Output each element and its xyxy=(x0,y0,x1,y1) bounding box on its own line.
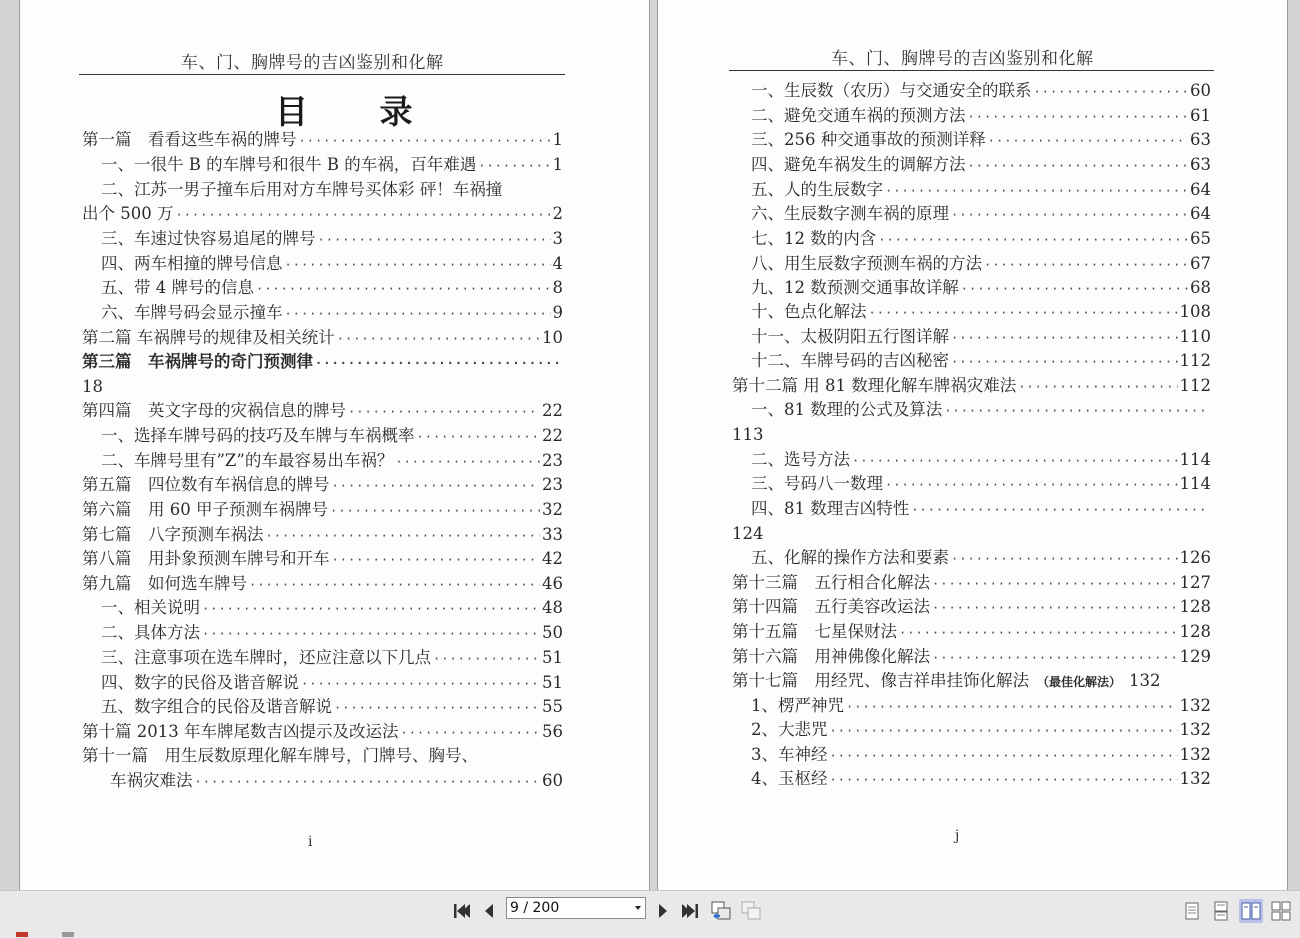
facing-view-button[interactable] xyxy=(1239,899,1263,923)
toc-entry[interactable]: 第三篇 车祸牌号的奇门预测律 ····· xyxy=(82,350,563,374)
toc-entry[interactable]: 九、12 数预测交通事故详解 ····· 68 xyxy=(751,276,1211,300)
toc-entry[interactable]: 第十篇 2013 年车牌尾数吉凶提示及改运法 ····· 56 xyxy=(82,720,563,744)
toc-entry[interactable]: 第十六篇 用神佛像化解法 ····· 129 xyxy=(732,645,1211,669)
viewer-toolbar xyxy=(0,890,1300,938)
single-page-view-button[interactable] xyxy=(1180,899,1204,923)
taskbar-app-icon[interactable] xyxy=(16,932,28,937)
toc-entry[interactable]: 第十五篇 七星保财法 ····· 128 xyxy=(732,620,1211,644)
toc-entry-page: 113 xyxy=(732,425,764,444)
first-page-button[interactable] xyxy=(449,899,473,923)
facing-continuous-view-icon xyxy=(1270,901,1292,921)
toc-entry[interactable]: 六、生辰数字测车祸的原理 ····· 64 xyxy=(751,202,1211,226)
document-page-right xyxy=(657,0,1288,890)
last-page-icon xyxy=(681,901,701,921)
toc-entry[interactable]: 1、楞严神咒 ····· 132 xyxy=(751,694,1211,718)
toc-entry[interactable]: 十一、太极阴阳五行图详解 ····· 110 xyxy=(751,325,1211,349)
toc-entry[interactable]: 第八篇 用卦象预测车牌号和开车 ····· 42 xyxy=(82,547,563,571)
page-number: j xyxy=(955,828,960,844)
prev-page-icon xyxy=(479,901,499,921)
page-number-select[interactable] xyxy=(506,897,646,919)
prev-page-button[interactable] xyxy=(477,899,501,923)
continuous-view-icon xyxy=(1212,901,1230,921)
toc-entry[interactable]: 第九篇 如何选车牌号 ····· 46 xyxy=(82,572,563,596)
last-page-button[interactable] xyxy=(679,899,703,923)
toc-entry[interactable]: 第十二篇 用 81 数理化解车牌祸灾难法 ····· 112 xyxy=(732,374,1211,398)
toc-entry-page: 18 xyxy=(82,377,103,396)
toc-entry[interactable]: 一、一很牛 B 的车牌号和很牛 B 的车祸，百年难遇 ····· 1 xyxy=(101,153,563,177)
next-page-icon xyxy=(653,901,673,921)
toc-entry[interactable]: 第十四篇 五行美容改运法 ····· 128 xyxy=(732,595,1211,619)
toc-entry[interactable]: 八、用生辰数字预测车祸的方法 ····· 67 xyxy=(751,252,1211,276)
toc-entry-line[interactable]: 第十一篇 用生辰数原理化解车牌号，门牌号、胸号、 xyxy=(82,746,478,765)
facing-continuous-view-button[interactable] xyxy=(1269,899,1293,923)
toc-entry[interactable]: 五、带 4 牌号的信息 ····· 8 xyxy=(101,276,563,300)
toc-entry[interactable]: 第五篇 四位数有车祸信息的牌号 ····· 23 xyxy=(82,473,563,497)
toc-entry[interactable]: 4、玉枢经 ····· 132 xyxy=(751,767,1211,791)
toc-entry[interactable]: 十、色点化解法 ····· 108 xyxy=(751,300,1211,324)
toc-entry[interactable]: 七、12 数的内含 ····· 65 xyxy=(751,227,1211,251)
toc-entry-line[interactable]: 二、江苏一男子撞车后用对方车牌号买体彩 砰！车祸撞 xyxy=(101,180,503,199)
toc-entry[interactable]: 二、避免交通车祸的预测方法 ····· 61 xyxy=(751,104,1211,128)
toc-entry[interactable]: 第六篇 用 60 甲子预测车祸牌号 ····· 32 xyxy=(82,498,563,522)
toc-entry[interactable]: 四、避免车祸发生的调解方法 ····· 63 xyxy=(751,153,1211,177)
toc-entry[interactable]: 车祸灾难法 ····· 60 xyxy=(110,769,563,793)
toc-entry[interactable]: 2、大悲咒 ····· 132 xyxy=(751,718,1211,742)
toc-entry[interactable]: 六、车牌号码会显示撞车 ····· 9 xyxy=(101,301,563,325)
toc-entry[interactable]: 二、具体方法 ····· 50 xyxy=(101,621,563,645)
toc-entry[interactable]: 一、81 数理的公式及算法 ····· xyxy=(751,398,1211,422)
document-page-left xyxy=(19,0,650,890)
toc-entry[interactable]: 第十七篇 用经咒、像吉祥串挂饰化解法 （最佳化解法） 132 xyxy=(732,671,1161,690)
toc-entry[interactable]: 十二、车牌号码的吉凶秘密 ····· 112 xyxy=(751,349,1211,373)
toc-entry[interactable]: 第一篇 看看这些车祸的牌号 ····· 1 xyxy=(82,128,563,152)
header-rule xyxy=(79,74,565,75)
toc-entry[interactable]: 第四篇 英文字母的灾祸信息的牌号 ····· 22 xyxy=(82,399,563,423)
go-back-button[interactable] xyxy=(709,899,733,923)
toc-entry[interactable]: 一、选择车牌号码的技巧及车牌与车祸概率 ····· 22 xyxy=(101,424,563,448)
page-indicator: 9 / 200 xyxy=(510,900,560,916)
toc-entry[interactable]: 五、化解的操作方法和要素 ····· 126 xyxy=(751,546,1211,570)
toc-entry[interactable]: 二、车牌号里有”Z”的车最容易出车祸？ ····· 23 xyxy=(101,449,563,473)
toc-entry[interactable]: 五、数字组合的民俗及谐音解说 ····· 55 xyxy=(101,695,563,719)
go-forward-icon xyxy=(740,900,762,922)
toc-entry-page: 124 xyxy=(732,524,764,543)
toc-title: 目 录 xyxy=(275,92,443,131)
go-back-icon xyxy=(710,900,732,922)
toc-entry[interactable]: 出个 500 万 ····· 2 xyxy=(82,202,563,226)
toc-entry[interactable]: 三、256 种交通事故的预测详释 ····· 63 xyxy=(751,128,1211,152)
page-number: i xyxy=(308,834,313,850)
toc-entry[interactable]: 三、号码八一数理 ····· 114 xyxy=(751,472,1211,496)
continuous-view-button[interactable] xyxy=(1209,899,1233,923)
toc-entry[interactable]: 第二篇 车祸牌号的规律及相关统计 ····· 10 xyxy=(82,326,563,350)
toc-entry[interactable]: 第七篇 八字预测车祸法 ····· 33 xyxy=(82,523,563,547)
chevron-down-icon xyxy=(635,906,641,910)
first-page-icon xyxy=(451,901,471,921)
go-forward-button[interactable] xyxy=(739,899,763,923)
toc-entry[interactable]: 四、81 数理吉凶特性 ····· xyxy=(751,497,1211,521)
next-page-button[interactable] xyxy=(651,899,675,923)
taskbar-app-icon[interactable] xyxy=(62,932,74,937)
toc-entry[interactable]: 一、生辰数（农历）与交通安全的联系 ····· 60 xyxy=(751,79,1211,103)
single-page-view-icon xyxy=(1183,901,1201,921)
toc-entry[interactable]: 二、选号方法 ····· 114 xyxy=(751,448,1211,472)
toc-entry[interactable]: 第十三篇 五行相合化解法 ····· 127 xyxy=(732,571,1211,595)
toc-entry[interactable]: 四、数字的民俗及谐音解说 ····· 51 xyxy=(101,671,563,695)
toc-entry[interactable]: 三、车速过快容易追尾的牌号 ····· 3 xyxy=(101,227,563,251)
running-header: 车、门、胸牌号的吉凶鉴别和化解 xyxy=(181,53,444,73)
toc-entry[interactable]: 3、车神经 ····· 132 xyxy=(751,743,1211,767)
toc-entry[interactable]: 五、人的生辰数字 ····· 64 xyxy=(751,178,1211,202)
facing-view-icon xyxy=(1240,901,1262,921)
toc-entry[interactable]: 一、相关说明 ····· 48 xyxy=(101,596,563,620)
running-header: 车、门、胸牌号的吉凶鉴别和化解 xyxy=(831,49,1094,69)
toc-entry[interactable]: 四、两车相撞的牌号信息 ····· 4 xyxy=(101,252,563,276)
toc-entry[interactable]: 三、注意事项在选车牌时，还应注意以下几点 ····· 51 xyxy=(101,646,563,670)
header-rule xyxy=(729,70,1214,71)
